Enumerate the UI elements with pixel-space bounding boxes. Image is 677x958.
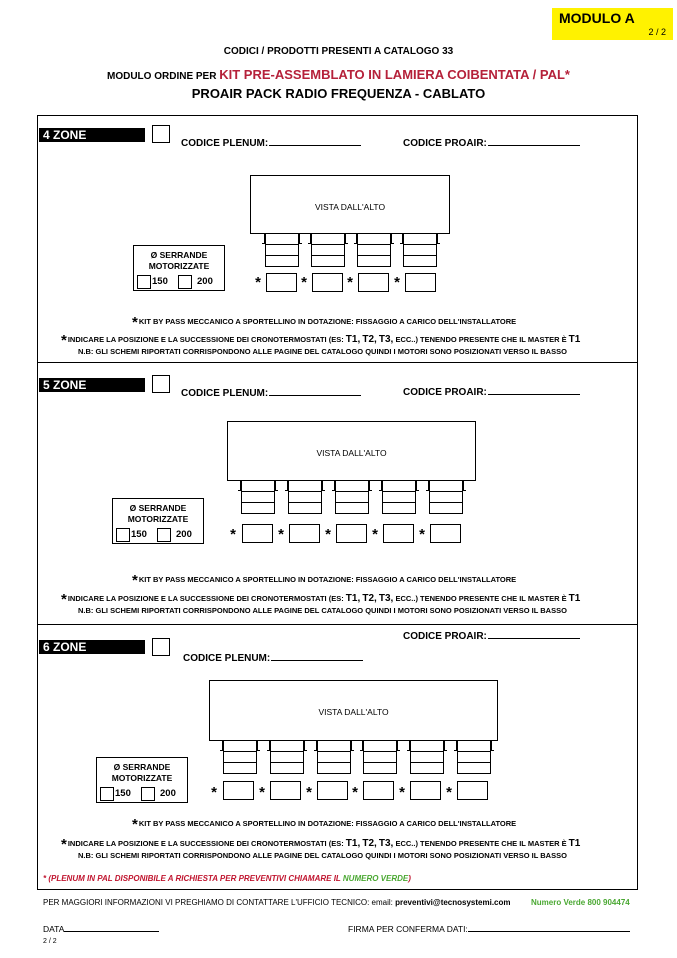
kit-note-text: KIT BY PASS MECCANICO A SPORTELLINO IN DOTAZIONE: FISSAGGIO A CARICO DELL'INSTALLATORE (138, 575, 517, 584)
star-marker: * (352, 784, 358, 801)
codice-plenum-label: CODICE PLENUM: (183, 653, 271, 664)
star-marker: * (419, 526, 425, 543)
firma-label: FIRMA PER CONFERMA DATI: (348, 924, 468, 934)
pal-footnote (43, 874, 411, 883)
serrande-150-label: 150 (115, 788, 131, 799)
serrande-150-label: 150 (152, 276, 168, 287)
codice-proair-input[interactable] (488, 630, 580, 639)
section-title-5-zone: 5 ZONE (39, 378, 145, 392)
contact-info (43, 898, 511, 907)
star-marker: * (325, 526, 331, 543)
star-marker: * (132, 572, 138, 589)
position-note-text: ECC..) TENENDO PRESENTE CHE IL MASTER È (395, 839, 567, 848)
position-note-text: INDICARE LA POSIZIONE E LA SUCCESSIONE DEI CRONOTERMOSTATI (ES: (67, 839, 344, 848)
star-marker: * (301, 274, 307, 291)
star-marker: * (61, 836, 67, 853)
nb-note: N.B: GLI SCHEMI RIPORTATI CORRISPONDONO ALLE PAGINE DEL CATALOGO QUINDI I MOTORI SONO POSIZIONATI VERSO IL BASSO (78, 606, 567, 615)
codice-proair-input[interactable] (488, 386, 580, 395)
thermostat-position-box[interactable] (336, 524, 367, 543)
catalog-line: CODICI / PRODOTTI PRESENTI A CATALOGO 33 (223, 46, 454, 57)
serrande-200-checkbox[interactable] (141, 787, 155, 801)
star-marker: * (399, 784, 405, 801)
modulo-badge (552, 8, 673, 40)
nb-note: N.B: GLI SCHEMI RIPORTATI CORRISPONDONO ALLE PAGINE DEL CATALOGO QUINDI I MOTORI SONO POSIZIONATI VERSO IL BASSO (78, 851, 567, 860)
order-highlight: KIT PRE-ASSEMBLATO IN LAMIERA COIBENTATA / PAL* (219, 67, 570, 82)
star-marker: * (255, 274, 261, 291)
outlet (223, 741, 257, 774)
star-marker: * (230, 526, 236, 543)
outlet (311, 234, 345, 267)
thermostat-position-box[interactable] (410, 781, 441, 800)
outlet (241, 481, 275, 514)
codice-proair-5 (403, 386, 580, 398)
outlet (270, 741, 304, 774)
t1-label: T1, (345, 838, 361, 849)
modulo-label: MODULO A (559, 10, 635, 26)
thermostat-position-box[interactable] (270, 781, 301, 800)
thermostat-position-box[interactable] (457, 781, 488, 800)
t2-label: T2, (362, 334, 377, 345)
plenum-top-view (209, 680, 498, 741)
footnote-open: * ( (43, 874, 51, 883)
position-note-text: INDICARE LA POSIZIONE E LA SUCCESSIONE DEI CRONOTERMOSTATI (ES: (67, 335, 344, 344)
kit-note (132, 314, 516, 331)
t3-label: T3, (378, 593, 394, 604)
kit-note-text: KIT BY PASS MECCANICO A SPORTELLINO IN DOTAZIONE: FISSAGGIO A CARICO DELL'INSTALLATORE (138, 317, 517, 326)
kit-note (132, 816, 516, 833)
position-note-text: INDICARE LA POSIZIONE E LA SUCCESSIONE DEI CRONOTERMOSTATI (ES: (67, 594, 344, 603)
order-title (0, 67, 677, 82)
nb-note: N.B: GLI SCHEMI RIPORTATI CORRISPONDONO ALLE PAGINE DEL CATALOGO QUINDI I MOTORI SONO POSIZIONATI VERSO IL BASSO (78, 347, 567, 356)
data-label: DATA (43, 924, 65, 934)
thermostat-position-box[interactable] (266, 273, 297, 292)
section-divider (37, 362, 638, 363)
thermostat-position-box[interactable] (312, 273, 343, 292)
outlet (363, 741, 397, 774)
serrande-150-checkbox[interactable] (100, 787, 114, 801)
select-5-zone-checkbox[interactable] (152, 375, 170, 393)
product-line: PROAIR PACK RADIO FREQUENZA - CABLATO (191, 86, 486, 101)
codice-proair-6 (403, 630, 580, 642)
page-footer-number: 2 / 2 (43, 938, 57, 945)
master-label: T1 (568, 593, 581, 604)
t3-label: T3, (378, 334, 394, 345)
serrande-label: Ø SERRANDE MOTORIZZATE (111, 762, 173, 783)
codice-plenum-6 (183, 652, 363, 664)
serrande-label: Ø SERRANDE MOTORIZZATE (127, 503, 189, 524)
t1-label: T1, (345, 593, 361, 604)
codice-proair-input[interactable] (488, 137, 580, 146)
serrande-selector (96, 757, 188, 803)
data-input[interactable] (64, 923, 159, 932)
plenum-top-view (227, 421, 476, 481)
firma-field (348, 923, 630, 934)
t2-label: T2, (362, 593, 377, 604)
star-marker: * (61, 591, 67, 608)
position-note-text: ECC..) TENENDO PRESENTE CHE IL MASTER È (395, 594, 567, 603)
serrande-150-checkbox[interactable] (116, 528, 130, 542)
serrande-selector (112, 498, 204, 544)
footnote-green: NUMERO VERDE (342, 874, 409, 883)
numero-verde: Numero Verde 800 904474 (531, 898, 630, 907)
codice-proair-4 (403, 137, 580, 149)
codice-plenum-input[interactable] (269, 137, 361, 146)
outlet (429, 481, 463, 514)
t3-label: T3, (378, 838, 394, 849)
serrande-150-label: 150 (131, 529, 147, 540)
star-marker: * (306, 784, 312, 801)
select-4-zone-checkbox[interactable] (152, 125, 170, 143)
thermostat-position-box[interactable] (430, 524, 461, 543)
outlet (357, 234, 391, 267)
master-label: T1 (568, 838, 581, 849)
thermostat-position-box[interactable] (242, 524, 273, 543)
outlet (265, 234, 299, 267)
star-marker: * (446, 784, 452, 801)
star-marker: * (347, 274, 353, 291)
thermostat-position-box[interactable] (289, 524, 320, 543)
vista-label: VISTA DALL'ALTO (316, 448, 387, 458)
thermostat-position-box[interactable] (223, 781, 254, 800)
serrande-200-checkbox[interactable] (178, 275, 192, 289)
codice-proair-label: CODICE PROAIR: (403, 387, 487, 398)
contact-text: PER MAGGIORI INFORMAZIONI VI PREGHIAMO DI CONTATTARE L'UFFICIO TECNICO: email: (43, 898, 393, 907)
star-marker: * (259, 784, 265, 801)
order-prefix: MODULO ORDINE PER (107, 71, 217, 82)
thermostat-position-box[interactable] (405, 273, 436, 292)
star-marker: * (61, 332, 67, 349)
section-title-4-zone: 4 ZONE (39, 128, 145, 142)
master-label: T1 (568, 334, 581, 345)
kit-note (132, 572, 516, 589)
footnote-main: PLENUM IN PAL DISPONIBILE A RICHIESTA PER PREVENTIVI CHIAMARE IL (51, 874, 341, 883)
data-field (43, 923, 159, 934)
section-title-6-zone: 6 ZONE (39, 640, 145, 654)
outlet (288, 481, 322, 514)
serrande-200-label: 200 (160, 788, 176, 799)
star-marker: * (394, 274, 400, 291)
codice-plenum-5 (181, 387, 361, 399)
serrande-selector (133, 245, 225, 291)
codice-plenum-input[interactable] (269, 387, 361, 396)
star-marker: * (132, 314, 138, 331)
thermostat-position-box[interactable] (317, 781, 348, 800)
kit-note-text: KIT BY PASS MECCANICO A SPORTELLINO IN DOTAZIONE: FISSAGGIO A CARICO DELL'INSTALLATORE (138, 819, 517, 828)
vista-label: VISTA DALL'ALTO (318, 707, 389, 717)
star-marker: * (132, 816, 138, 833)
star-marker: * (372, 526, 378, 543)
thermostat-position-box[interactable] (358, 273, 389, 292)
page-indicator: 2 / 2 (648, 27, 666, 37)
firma-input[interactable] (468, 923, 630, 932)
footnote-close: ) (408, 874, 411, 883)
codice-proair-label: CODICE PROAIR: (403, 631, 487, 642)
serrande-200-label: 200 (176, 529, 192, 540)
outlet (403, 234, 437, 267)
codice-plenum-4 (181, 137, 361, 149)
serrande-label: Ø SERRANDE MOTORIZZATE (148, 250, 210, 271)
thermostat-position-box[interactable] (383, 524, 414, 543)
serrande-200-label: 200 (197, 276, 213, 287)
serrande-150-checkbox[interactable] (137, 275, 151, 289)
outlet (335, 481, 369, 514)
position-note-text: ECC..) TENENDO PRESENTE CHE IL MASTER È (395, 335, 567, 344)
star-marker: * (211, 784, 217, 801)
section-divider (37, 624, 638, 625)
codice-proair-label: CODICE PROAIR: (403, 138, 487, 149)
star-marker: * (278, 526, 284, 543)
vista-label: VISTA DALL'ALTO (314, 202, 386, 212)
t2-label: T2, (362, 838, 377, 849)
codice-plenum-input[interactable] (271, 652, 363, 661)
contact-email[interactable]: preventivi@tecnosystemi.com (395, 898, 511, 907)
t1-label: T1, (345, 334, 361, 345)
outlet (317, 741, 351, 774)
outlet (457, 741, 491, 774)
outlet (382, 481, 416, 514)
codice-plenum-label: CODICE PLENUM: (181, 388, 269, 399)
outlet (410, 741, 444, 774)
plenum-top-view (250, 175, 450, 234)
codice-plenum-label: CODICE PLENUM: (181, 138, 269, 149)
thermostat-position-box[interactable] (363, 781, 394, 800)
serrande-200-checkbox[interactable] (157, 528, 171, 542)
select-6-zone-checkbox[interactable] (152, 638, 170, 656)
